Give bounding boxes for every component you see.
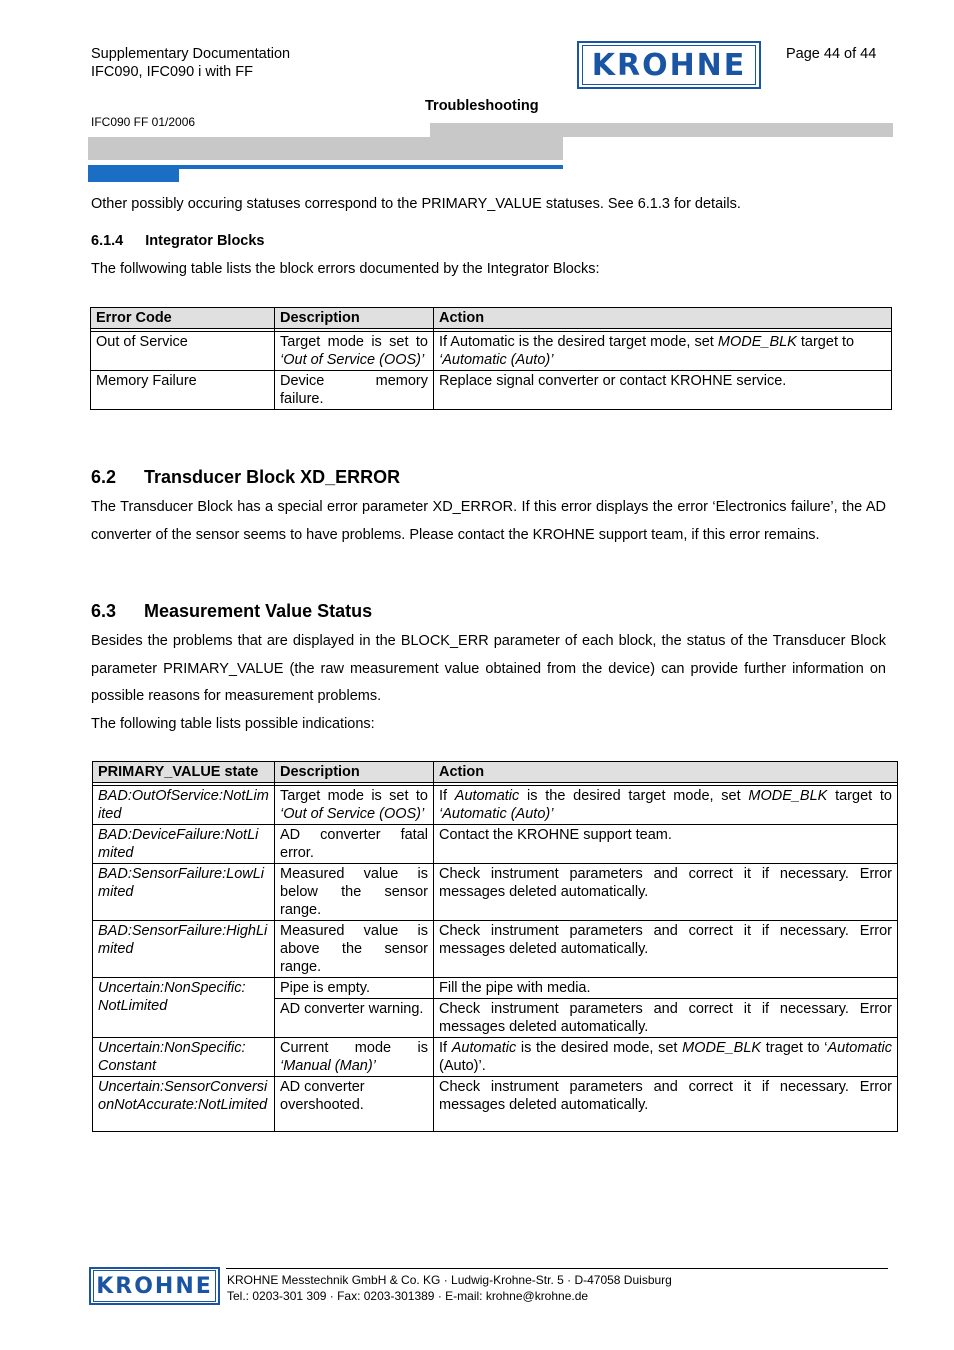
cell-description: Target mode is set to ‘Out of Service (OOS)’ <box>275 786 434 825</box>
cell-error-code: Out of Service <box>91 332 275 371</box>
heading-number: 6.1.4 <box>91 233 124 249</box>
footer-line1: KROHNE Messtechnik GmbH & Co. KG · Ludwig-Krohne-Str. 5 · D-47058 Duisburg <box>227 1273 672 1287</box>
cell-description: AD converter warning. <box>275 999 434 1038</box>
table-row <box>93 921 898 978</box>
header-blue-block <box>88 165 179 182</box>
cell-description: Current mode is ‘Manual (Man)’ <box>275 1038 434 1077</box>
cell-description: AD converter fatal error. <box>275 825 434 864</box>
cell-action: Check instrument parameters and correct it if necessary. Error messages deleted automatically. <box>434 921 898 978</box>
page-number: Page 44 of 44 <box>786 46 877 62</box>
intro-text: Other possibly occuring statuses correspond to the PRIMARY_VALUE statuses. See 6.1.3 for details. <box>91 196 741 212</box>
s63-text2: The following table lists possible indications: <box>91 716 375 732</box>
cell-state: BAD:SensorFailure:HighLimited <box>93 921 275 978</box>
cell-action: If Automatic is the desired target mode, set MODE_BLK target to ‘Automatic (Auto)’ <box>434 786 898 825</box>
cell-description: Pipe is empty. <box>275 978 434 999</box>
cell-state: Uncertain:SensorConversionNotAccurate:NotLimited <box>93 1077 275 1132</box>
col-header-action: Action <box>434 762 898 783</box>
cell-state: Uncertain:NonSpecific: NotLimited <box>93 978 275 1038</box>
logo-text: KROHNE <box>582 45 756 85</box>
cell-description: Measured value is below the sensor range. <box>275 864 434 921</box>
cell-description: Device memory failure. <box>275 371 434 410</box>
heading-title: Integrator Blocks <box>145 233 265 249</box>
primary-value-table <box>92 761 898 1132</box>
heading-number: 6.2 <box>91 467 117 487</box>
footer-rule <box>226 1268 888 1269</box>
footer-line2: Tel.: 0203-301 309 · Fax: 0203-301389 · E-mail: krohne@krohne.de <box>227 1289 589 1303</box>
table-row <box>93 786 898 825</box>
footer-address <box>227 1272 672 1304</box>
cell-action: If Automatic is the desired mode, set MODE_BLK traget to ‘Automatic (Auto)’. <box>434 1038 898 1077</box>
s63-text: Besides the problems that are displayed in the BLOCK_ERR parameter of each block, the status of the Transducer Block parameter PRIMARY_VALUE (the raw measurement value obtained from the device) can provide further information on possible reasons for measurement problems. <box>91 633 886 704</box>
s62-text: The Transducer Block has a special error parameter XD_ERROR. If this error displays the error ‘Electronics failure’, the AD converter of the sensor seems to have problems. Please contact the KROHNE support team, if this error remains. <box>91 499 886 543</box>
doc-code: IFC090 FF 01/2006 <box>91 115 196 129</box>
cell-action: Check instrument parameters and correct it if necessary. Error messages deleted automatically. <box>434 864 898 921</box>
cell-action: Fill the pipe with media. <box>434 978 898 999</box>
footer-logo-text: KROHNE <box>93 1270 216 1302</box>
heading-6-2 <box>91 467 400 488</box>
col-header-description: Description <box>275 308 434 329</box>
doc-title-line1: Supplementary Documentation <box>91 46 291 62</box>
heading-6-1-4 <box>91 233 265 249</box>
cell-state: Uncertain:NonSpecific: Constant <box>93 1038 275 1077</box>
table-row <box>93 864 898 921</box>
table-row <box>91 332 892 371</box>
cell-action: If Automatic is the desired target mode, set MODE_BLK target to ‘Automatic (Auto)’ <box>434 332 892 371</box>
cell-state: BAD:DeviceFailure:NotLimited <box>93 825 275 864</box>
col-header-state: PRIMARY_VALUE state <box>93 762 275 783</box>
heading-number: 6.3 <box>91 601 117 621</box>
cell-state: BAD:OutOfService:NotLimited <box>93 786 275 825</box>
cell-description: AD converter overshooted. <box>275 1077 434 1132</box>
table-row <box>93 825 898 864</box>
cell-action: Contact the KROHNE support team. <box>434 825 898 864</box>
cell-action: Check instrument parameters and correct it if necessary. Error messages deleted automatically. <box>434 999 898 1038</box>
header-gray-bar-right <box>430 123 893 137</box>
heading-6-3 <box>91 601 372 622</box>
cell-action: Replace signal converter or contact KROHNE service. <box>434 371 892 410</box>
header-gray-bar-left <box>88 137 563 160</box>
table-row <box>93 978 898 999</box>
doc-title-line2: IFC090, IFC090 i with FF <box>91 64 253 80</box>
table-row <box>93 1038 898 1077</box>
krohne-logo <box>577 41 761 89</box>
cell-description: Measured value is above the sensor range. <box>275 921 434 978</box>
col-header-error-code: Error Code <box>91 308 275 329</box>
footer-krohne-logo <box>89 1267 220 1305</box>
cell-error-code: Memory Failure <box>91 371 275 410</box>
table-row <box>91 371 892 410</box>
col-header-description: Description <box>275 762 434 783</box>
heading-title: Measurement Value Status <box>144 601 373 621</box>
table-row <box>93 1077 898 1132</box>
document-title <box>91 45 290 81</box>
cell-description: Target mode is set to ‘Out of Service (OOS)’ <box>275 332 434 371</box>
col-header-action: Action <box>434 308 892 329</box>
heading-title: Transducer Block XD_ERROR <box>144 467 401 487</box>
integrator-errors-table <box>90 307 892 410</box>
s614-text: The follwowing table lists the block errors documented by the Integrator Blocks: <box>91 261 600 277</box>
cell-action: Check instrument parameters and correct it if necessary. Error messages deleted automatically. <box>434 1077 898 1132</box>
cell-state: BAD:SensorFailure:LowLimited <box>93 864 275 921</box>
section-header: Troubleshooting <box>425 98 539 114</box>
